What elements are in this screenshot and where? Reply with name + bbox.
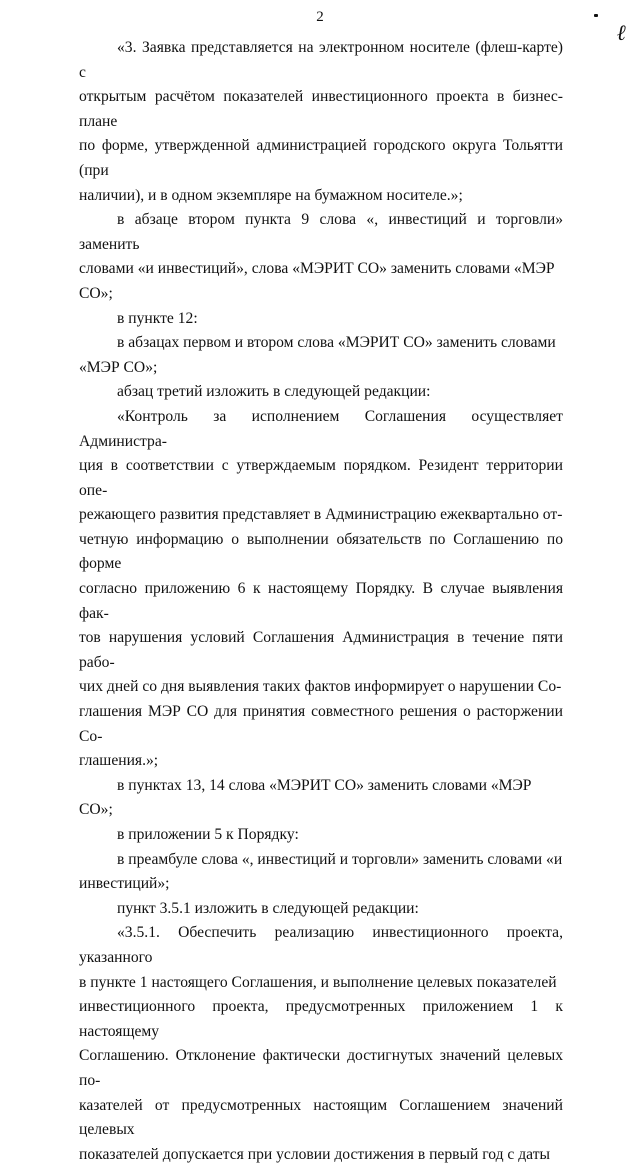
paragraph-item-3-5-1-quote: «3.5.1. Обеспечить реализацию инвестиционного проекта, указанного в пункте 1 настоящего Соглашения, и выполнение целевых показателей инвестиционного проекта, предусмотренных приложением 1 к настоящему Соглашению. Отклонение фактически достигнутых значений целевых по- казателей от предусмотренных настоящим Соглашением значений целевых показателей допускается при условии достижения в первый год с даты — [79, 924, 563, 1163]
paragraph-third-abzac-heading: абзац третий изложить в следующей редакции: — [117, 383, 431, 401]
paragraph-item-9-amendment: в абзаце втором пункта 9 слова «, инвестиций и торговли» заменить словами «и инвестиций», слова «МЭРИТ СО» заменить словами «МЭР СО»; — [79, 211, 563, 302]
paragraph-application-quote: «3. Заявка представляется на электронном носителе (флеш-карте) с открытым расчётом показателей инвестиционного проекта в бизнес-плане по форме, утвержденной администрацией городского округа Тольятти (при наличии), и в одном экземпляре на бумажном носителе.»; — [79, 39, 563, 204]
paragraph-items-13-14-amendment: в пунктах 13, 14 слова «МЭРИТ СО» заменить словами «МЭР СО»; — [79, 776, 532, 819]
margin-dot — [594, 14, 598, 17]
paragraph-item-12-heading: в пункте 12: — [117, 309, 198, 327]
paragraph-preamble-amendment: в преамбуле слова «, инвестиций и торговли» заменить словами «и инвестиций»; — [79, 850, 563, 893]
paragraph-item-3-5-1-heading: пункт 3.5.1 изложить в следующей редакции: — [117, 899, 419, 917]
page-number: 2 — [316, 9, 324, 25]
paragraph-control-quote: «Контроль за исполнением Соглашения осуществляет Администра- ция в соответствии с утверждаемым порядком. Резидент территории опе- режающего развития представляет в Администрацию ежеквартально от- четную информацию о выполнении обязательств по Соглашению по форме согласно приложению 6 к настоящему Порядку. В случае выявления фак- тов нарушения условий Соглашения Администрация в течение пяти рабо- чих дней со дня выявления таких фактов информирует о нарушении Со- глашения МЭР СО для принятия совместного решения о расторжении Со- глашения.»; — [79, 407, 563, 770]
margin-handwritten-mark: ℓ — [617, 20, 627, 45]
document-body — [79, 36, 563, 1167]
paragraph-appendix-5-heading: в приложении 5 к Порядку: — [117, 826, 299, 843]
paragraph-item-12-amendment: в абзацах первом и втором слова «МЭРИТ СО» заменить словами «МЭР СО»; — [79, 334, 556, 376]
